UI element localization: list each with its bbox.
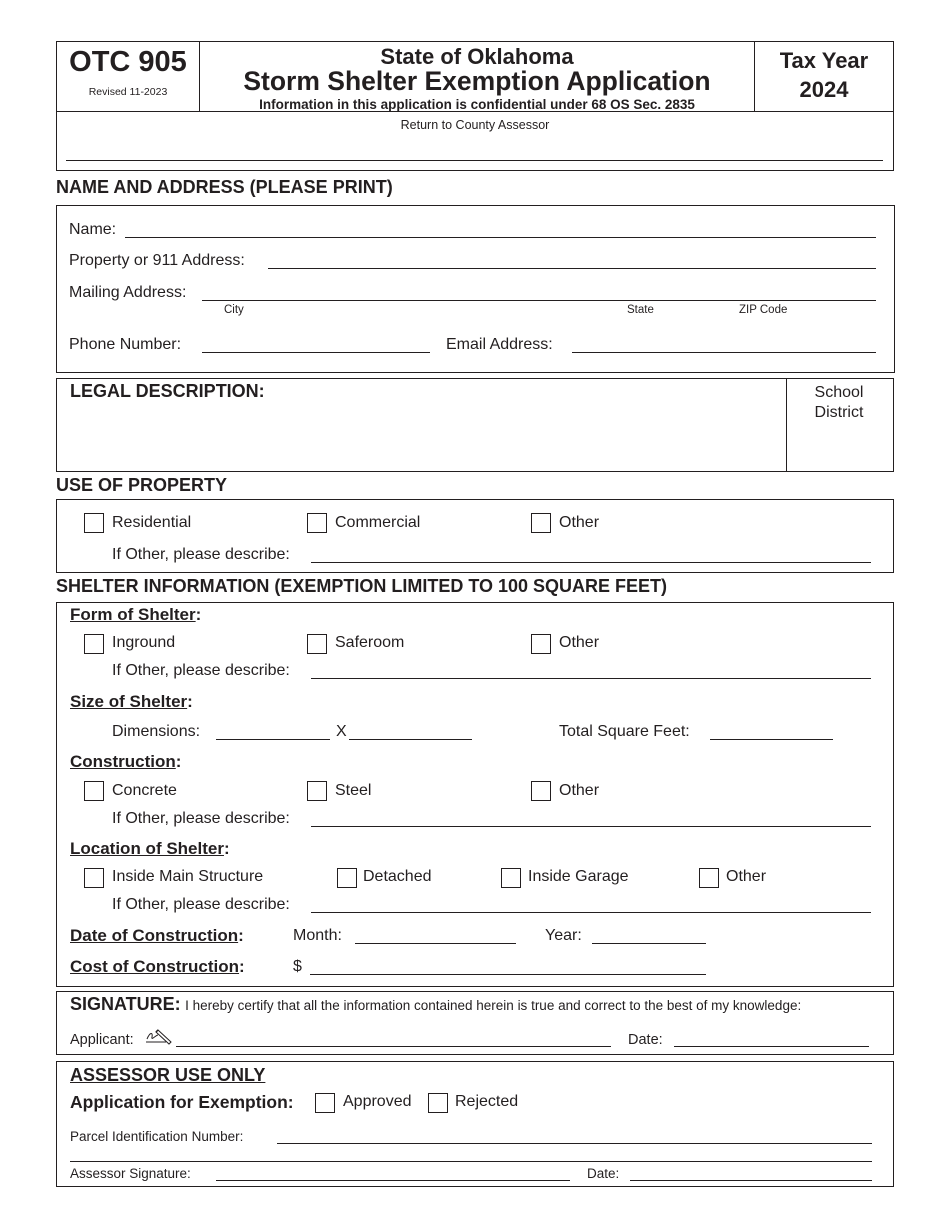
legal-description-heading: LEGAL DESCRIPTION:: [70, 381, 265, 401]
inside-garage-label: Inside Garage: [528, 868, 629, 885]
signature-date-label: Date:: [628, 1032, 663, 1048]
use-other-label: Other: [559, 514, 600, 531]
assessor-signature-label: Assessor Signature:: [70, 1166, 191, 1181]
state-title: State of Oklahoma: [380, 44, 574, 69]
property-address-field[interactable]: [268, 268, 876, 269]
inside-main-structure-label: Inside Main Structure: [112, 868, 264, 885]
steel-checkbox[interactable]: [307, 781, 327, 801]
zip-caption: ZIP Code: [739, 304, 788, 316]
assessor-date-label: Date:: [587, 1166, 620, 1181]
construction-heading: Construction:: [70, 752, 182, 771]
commercial-label: Commercial: [335, 514, 421, 531]
inside-main-structure-checkbox[interactable]: [84, 868, 104, 888]
signature-heading: SIGNATURE:: [70, 994, 181, 1014]
location-other-describe-label: If Other, please describe:: [112, 896, 290, 913]
form-other-checkbox[interactable]: [531, 634, 551, 654]
dollar-sign: $: [293, 958, 302, 975]
form-other-describe-label: If Other, please describe:: [112, 662, 290, 679]
return-to-note: Return to County Assessor: [400, 118, 550, 132]
saferoom-label: Saferoom: [335, 634, 405, 651]
residential-label: Residential: [112, 514, 192, 531]
signature-date-field[interactable]: [674, 1046, 869, 1047]
mailing-address-label: Mailing Address:: [69, 284, 187, 301]
pen-icon: [144, 1026, 174, 1046]
residential-checkbox[interactable]: [84, 513, 104, 533]
form-number: OTC 905: [69, 46, 187, 78]
state-caption: State: [627, 304, 654, 316]
rejected-label: Rejected: [455, 1093, 519, 1110]
school-district-label-2: District: [814, 404, 864, 421]
location-heading: Location of Shelter:: [70, 839, 230, 858]
revised-date: Revised 11-2023: [88, 86, 168, 98]
date-of-construction-heading: Date of Construction:: [70, 926, 244, 945]
page-title: Storm Shelter Exemption Application: [243, 66, 711, 96]
parcel-id-field-2[interactable]: [70, 1161, 872, 1162]
inside-garage-checkbox[interactable]: [501, 868, 521, 888]
year-field[interactable]: [592, 943, 706, 944]
email-field[interactable]: [572, 352, 876, 353]
certify-statement: I hereby certify that all the information contained herein is true and correct to the best of my knowledge:: [185, 998, 802, 1013]
school-district-label-1: School: [814, 384, 864, 401]
total-square-feet-label: Total Square Feet:: [559, 723, 690, 740]
tax-year-value: 2024: [799, 77, 849, 102]
approved-checkbox[interactable]: [315, 1093, 335, 1113]
location-other-describe-field[interactable]: [311, 912, 871, 913]
use-other-describe-label: If Other, please describe:: [112, 546, 290, 563]
dimension-width-field[interactable]: [216, 739, 330, 740]
email-label: Email Address:: [446, 336, 553, 353]
confidential-note: Information in this application is confidential under 68 OS Sec. 2835: [259, 97, 695, 112]
form-other-describe-field[interactable]: [311, 678, 871, 679]
name-field[interactable]: [125, 237, 876, 238]
construction-other-describe-field[interactable]: [311, 826, 871, 827]
form-other-label: Other: [559, 634, 600, 651]
commercial-checkbox[interactable]: [307, 513, 327, 533]
year-label: Year:: [545, 927, 582, 944]
name-label: Name:: [69, 221, 117, 238]
applicant-signature-field[interactable]: [176, 1046, 611, 1047]
application-for-exemption-label: Application for Exemption:: [70, 1092, 294, 1112]
parcel-id-label: Parcel Identification Number:: [70, 1129, 244, 1144]
rejected-checkbox[interactable]: [428, 1093, 448, 1113]
mailing-address-field[interactable]: [202, 300, 876, 301]
total-square-feet-field[interactable]: [710, 739, 833, 740]
parcel-id-field[interactable]: [277, 1143, 872, 1144]
approved-label: Approved: [343, 1093, 412, 1110]
size-of-shelter-heading: Size of Shelter:: [70, 692, 193, 711]
shelter-info-heading: SHELTER INFORMATION (EXEMPTION LIMITED TO 100 SQUARE FEET): [56, 576, 668, 596]
cost-of-construction-heading: Cost of Construction:: [70, 957, 245, 976]
saferoom-checkbox[interactable]: [307, 634, 327, 654]
use-other-describe-field[interactable]: [311, 562, 871, 563]
use-other-checkbox[interactable]: [531, 513, 551, 533]
applicant-label: Applicant:: [70, 1032, 134, 1048]
phone-label: Phone Number:: [69, 336, 182, 353]
assessor-date-field[interactable]: [630, 1180, 872, 1181]
construction-other-describe-label: If Other, please describe:: [112, 810, 290, 827]
dimensions-label: Dimensions:: [112, 723, 201, 740]
month-field[interactable]: [355, 943, 516, 944]
property-address-label: Property or 911 Address:: [69, 252, 245, 269]
construction-other-checkbox[interactable]: [531, 781, 551, 801]
inground-checkbox[interactable]: [84, 634, 104, 654]
assessor-heading: ASSESSOR USE ONLY: [70, 1065, 266, 1085]
phone-field[interactable]: [202, 352, 430, 353]
inground-label: Inground: [112, 634, 176, 651]
concrete-label: Concrete: [112, 782, 177, 799]
month-label: Month:: [293, 927, 342, 944]
location-other-checkbox[interactable]: [699, 868, 719, 888]
signature-heading-row: [70, 994, 801, 1015]
concrete-checkbox[interactable]: [84, 781, 104, 801]
dimension-length-field[interactable]: [349, 739, 472, 740]
detached-label: Detached: [363, 868, 432, 885]
assessor-signature-field[interactable]: [216, 1180, 570, 1181]
detached-checkbox[interactable]: [337, 868, 357, 888]
steel-label: Steel: [335, 782, 372, 799]
use-of-property-heading: USE OF PROPERTY: [56, 475, 228, 495]
cost-field[interactable]: [310, 974, 706, 975]
form-of-shelter-heading: Form of Shelter:: [70, 605, 202, 624]
city-caption: City: [224, 304, 244, 316]
tax-year-label: Tax Year: [779, 48, 869, 73]
location-other-label: Other: [726, 868, 767, 885]
county-field-line[interactable]: [66, 160, 883, 161]
dimensions-x: X: [336, 723, 347, 740]
construction-other-label: Other: [559, 782, 600, 799]
name-address-heading: NAME AND ADDRESS (PLEASE PRINT): [56, 177, 393, 197]
